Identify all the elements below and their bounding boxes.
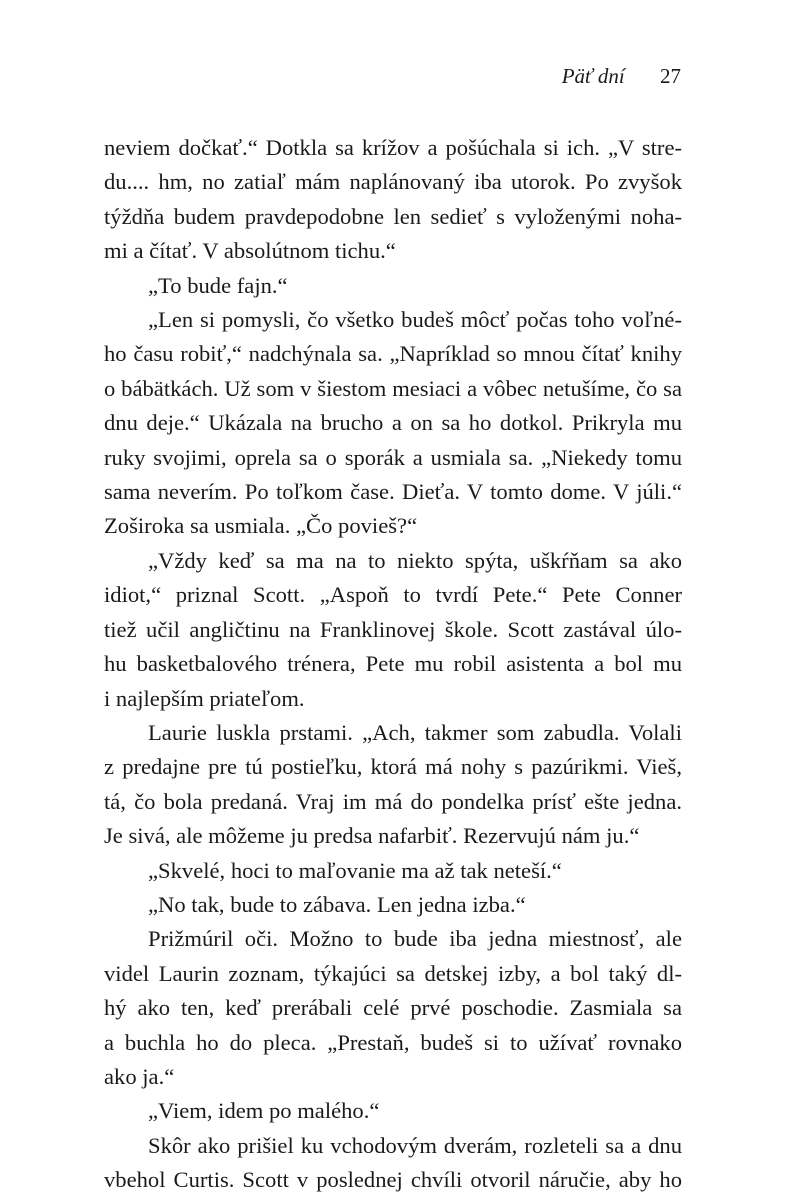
- text-line: vbehol Curtis. Scott v poslednej chvíli otvoril náručie, aby ho: [104, 1167, 682, 1193]
- text-line: „To bude fajn.“: [148, 272, 288, 298]
- chapter-title: Päť dní: [561, 64, 625, 88]
- text-line: videl Laurin zoznam, týkajúci sa detskej izby, a bol taký dl-: [104, 960, 682, 986]
- text-line: tiež učil angličtinu na Franklinovej škole. Scott zastával úlo-: [104, 616, 682, 642]
- text-line: Laurie luskla prstami. „Ach, takmer som zabudla. Volali: [148, 719, 682, 745]
- text-line: hu basketbalového trénera, Pete mu robil asistenta a bol mu: [104, 651, 682, 677]
- body-text: [104, 131, 682, 1198]
- text-line: Je sivá, ale môžeme ju predsa nafarbiť. Rezervujú nám ju.“: [104, 823, 640, 849]
- text-line: Skôr ako prišiel ku vchodovým dverám, rozleteli sa a dnu: [148, 1132, 682, 1158]
- text-line: „No tak, bude to zábava. Len jedna izba.“: [148, 891, 526, 917]
- text-line: „Len si pomysli, čo všetko budeš môcť počas toho voľné-: [148, 307, 682, 333]
- text-line: neviem dočkať.“ Dotkla sa krížov a pošúchala si ich. „V stre-: [104, 135, 682, 160]
- text-line: mi a čítať. V absolútnom tichu.“: [104, 238, 396, 264]
- text-line: idiot,“ priznal Scott. „Aspoň to tvrdí Pete.“ Pete Conner: [104, 582, 682, 608]
- text-line: ako ja.“: [104, 1063, 175, 1089]
- text-line: ruky svojimi, oprela sa o sporák a usmiala sa. „Niekedy tomu: [104, 444, 682, 470]
- text-line: Prižmúril oči. Možno to bude iba jedna miestnosť, ale: [148, 926, 682, 952]
- text-line: „Skvelé, hoci to maľovanie ma až tak neteší.“: [148, 857, 562, 883]
- text-line: hý ako ten, keď prerábali celé prvé poschodie. Zasmiala sa: [104, 995, 682, 1021]
- text-line: tá, čo bola predaná. Vraj im má do pondelka prísť ešte jedna.: [104, 788, 682, 814]
- text-line: ho času robiť,“ nadchýnala sa. „Napríklad so mnou čítať knihy: [104, 341, 682, 367]
- text-line: „Viem, idem po malého.“: [148, 1098, 380, 1124]
- running-head: [562, 62, 681, 90]
- text-line: du.... hm, no zatiaľ mám naplánovaný iba utorok. Po zvyšok: [104, 169, 682, 195]
- text-line: i najlepším priateľom.: [104, 685, 305, 711]
- text-line: Zoširoka sa usmiala. „Čo povieš?“: [104, 513, 418, 539]
- text-line: a buchla ho do pleca. „Prestaň, budeš si to užívať rovnako: [104, 1029, 682, 1055]
- text-line: týždňa budem pravdepodobne len sedieť s vyloženými noha-: [104, 203, 682, 229]
- text-line: o bábätkách. Už som v šiestom mesiaci a vôbec netušíme, čo sa: [104, 375, 682, 401]
- text-line: dnu deje.“ Ukázala na brucho a on sa ho dotkol. Prikryla mu: [104, 410, 682, 436]
- text-line: sama neverím. Po toľkom čase. Dieťa. V tomto dome. V júli.“: [104, 479, 682, 505]
- page-number: 27: [660, 64, 681, 88]
- text-line: „Vždy keď sa ma na to niekto spýta, uškŕňam sa ako: [148, 547, 682, 573]
- text-line: z predajne pre tú postieľku, ktorá má nohy s pazúrikmi. Vieš,: [104, 754, 682, 780]
